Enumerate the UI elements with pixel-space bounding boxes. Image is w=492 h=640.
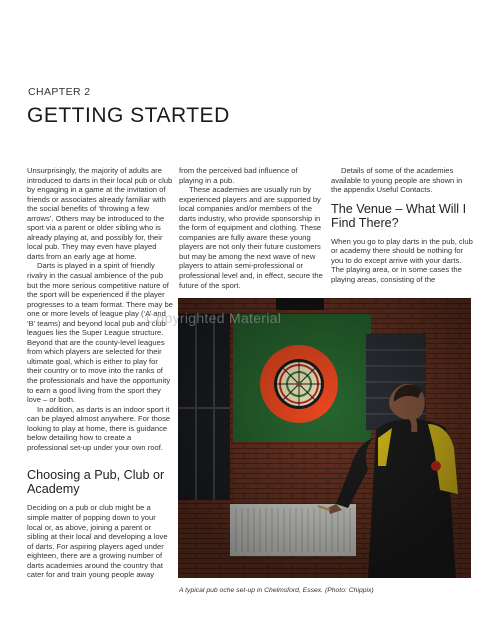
text-column-2: [179, 166, 323, 290]
chapter-title: GETTING STARTED: [27, 104, 230, 127]
paragraph: Deciding on a pub or club might be a simple matter of popping down to your local or, as above, joining a parent or sibling at their local and developing a love of darts. For aspiring players aged under eighteen, there are a growing number of darts academies around the country that cater for and train young people away: [27, 503, 168, 580]
text-column-1: [27, 166, 173, 580]
paragraph: Darts is played in a spirit of friendly rivalry in the casual ambience of the pub but the more serious competitive nature of the sport will be experienced if the player progresses to a team format. There may be one or more levels of league play (‘A’ and ‘B’ teams) and beyond local pub and club leagues lies the Super League structure. Beyond that are the county-level leagues from which players are selected for their ultimate goal, which is either to play for their country or to move into the ranks of the professionals and have the opportunity to earn a good living from the sport they love – or both.: [27, 261, 173, 405]
copyright-watermark: Copyrighted Material: [146, 310, 282, 326]
oche-photo: [178, 298, 471, 578]
paragraph: Unsurprisingly, the majority of adults are introduced to darts in their local pub or club by engaging in a game at the invitation of friends or associates already familiar with the social benefits of ‘throwing a few arrows’. Others may be introduced to the sport via a parent or older sibling who is already playing at, and possibly for, their local pub. They may even have played darts from an early age at home.: [27, 166, 173, 261]
paragraph: These academies are usually run by experienced players and are supported by local companies and/or members of the darts industry, who provide sponsorship in the form of equipment and clothing. These companies are fully aware these young players are not only their future customers but may be among the next wave of new players to attain semi-professional or professional level and, in effect, secure the future of the sport.: [179, 185, 323, 290]
paragraph: Details of some of the academies available to young people are shown in the appendix Useful Contacts.: [331, 166, 463, 195]
section-heading-venue: The Venue – What Will I Find There?: [331, 201, 467, 230]
paragraph: When you go to play darts in the pub, club or academy there should be nothing for you to do except arrive with your darts. The playing area, or in some cases the playing areas, consisting of the: [331, 236, 473, 284]
photo-caption: A typical pub oche set-up in Chelmsford, Essex. (Photo: Chippix): [179, 587, 374, 594]
chapter-label: CHAPTER 2: [28, 86, 91, 98]
section-heading-choosing: Choosing a Pub, Club or Academy: [27, 468, 165, 497]
paragraph: from the perceived bad influence of playing in a pub.: [179, 166, 298, 185]
paragraph: In addition, as darts is an indoor sport it can be played almost anywhere. For those looking to play at home, there is guidance below detailing how to create a professional set-up under your own roof.: [27, 404, 171, 452]
text-column-3: [331, 166, 473, 284]
